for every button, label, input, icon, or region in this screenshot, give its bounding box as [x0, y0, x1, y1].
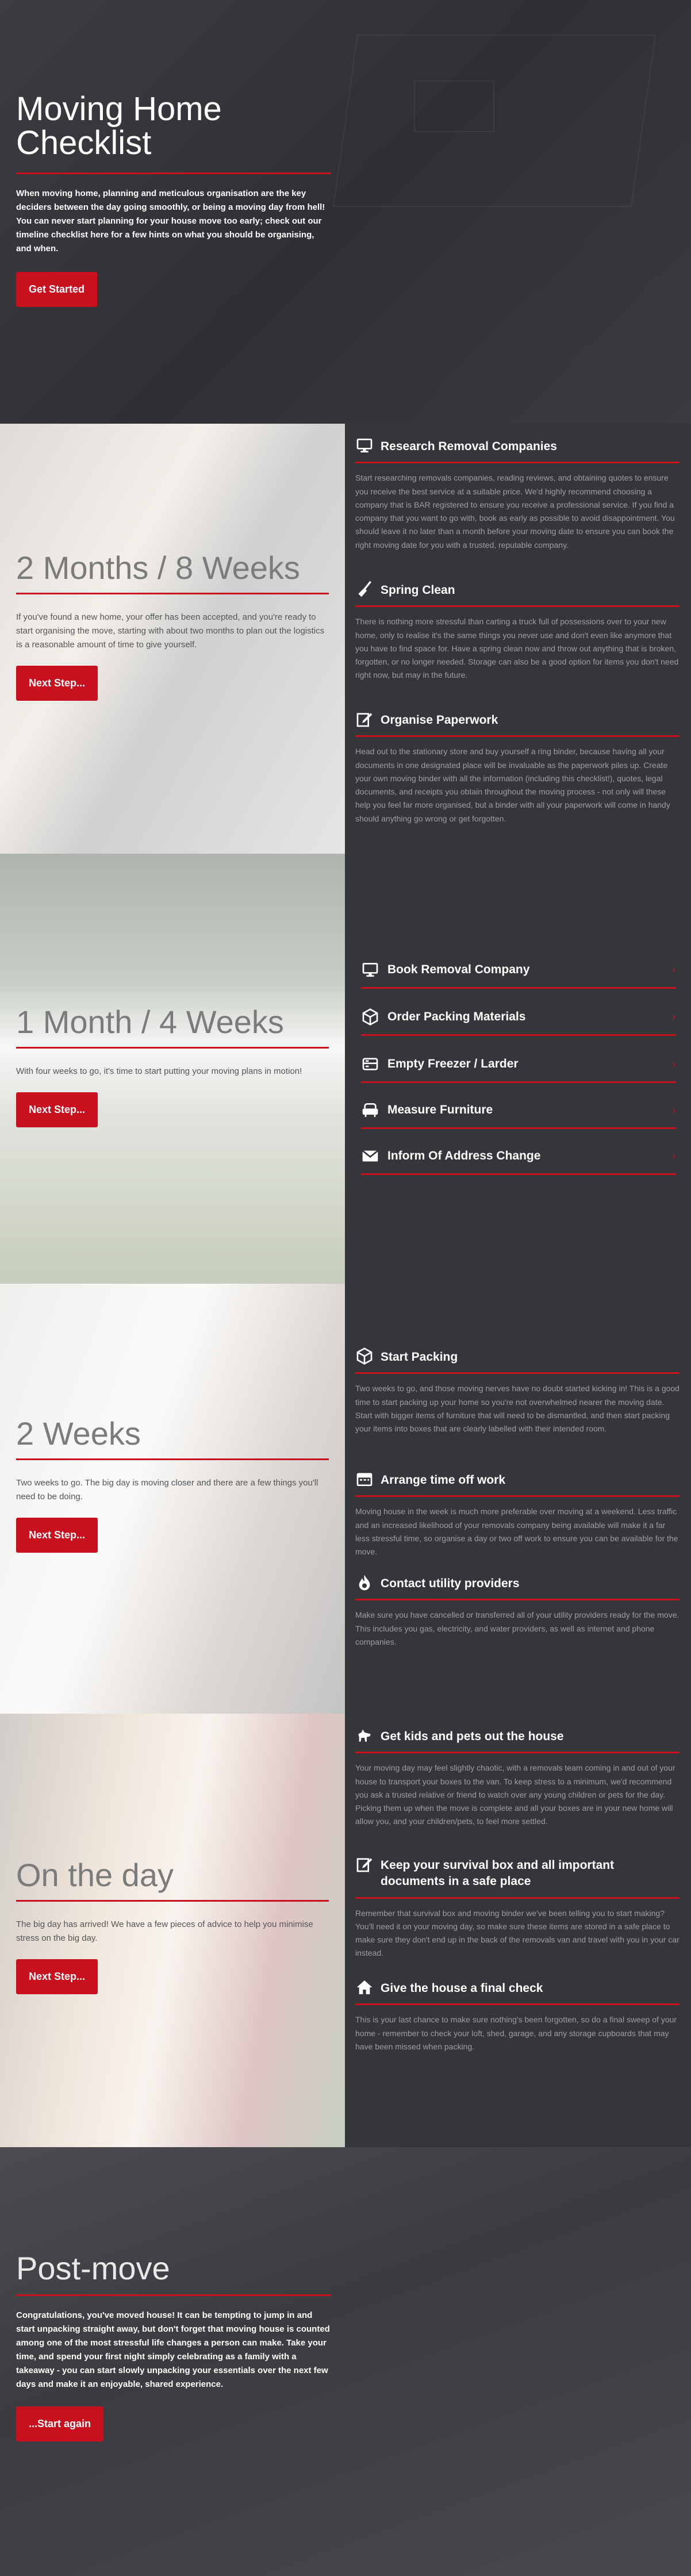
- link-measure-furniture[interactable]: [361, 1101, 676, 1119]
- task-title: Keep your survival box and all important documents in a safe place: [381, 1859, 615, 1888]
- edit-icon: [355, 1855, 374, 1874]
- heading-divider: [16, 1047, 329, 1049]
- background-window: [414, 80, 494, 132]
- heading-divider: [16, 1458, 329, 1460]
- two-months-tasks: [345, 424, 691, 854]
- post-move-section: [0, 2147, 691, 2576]
- background-motorhome: [333, 34, 656, 207]
- calendar-icon: [355, 1470, 374, 1488]
- link-label: Inform Of Address Change: [387, 1149, 541, 1162]
- section-intro: The big day has arrived! We have a few pieces of advice to help you minimise stress on the big day.: [16, 1919, 313, 1943]
- envelope-icon: [361, 1147, 379, 1165]
- task-description: Moving house in the week is much more preferable over moving at a weekend. Less traffic and an increased likelihood of your removals company being available will make it a far less stressful time, so organise a day or two off work to ensure you can be available for the move.: [355, 1507, 678, 1557]
- task-start-packing: [355, 1347, 680, 1435]
- next-step-button[interactable]: Next Step...: [16, 666, 98, 701]
- task-description: This is your last chance to make sure nothing's been forgotten, so do a final sweep of your home - remember to check your loft, shed, garage, and any storage cupboards that may have been missed when packing.: [355, 2015, 677, 2051]
- edit-icon: [355, 710, 374, 728]
- section-heading: 2 Weeks: [16, 1415, 141, 1452]
- task-title: Give the house a final check: [381, 1982, 543, 1995]
- task-title: Organise Paperwork: [381, 713, 498, 727]
- task-title: Start Packing: [381, 1350, 458, 1364]
- two-months-panel: [0, 424, 345, 854]
- two-weeks-tasks: [345, 1284, 691, 1714]
- one-month-tasks: [345, 854, 691, 1284]
- task-organise-paperwork: [355, 710, 680, 826]
- link-order-packing-materials[interactable]: [361, 1008, 676, 1026]
- link-label: Book Removal Company: [387, 963, 530, 976]
- post-move-text: Congratulations, you've moved house! It can be tempting to jump in and start unpacking straight away, but don't forget that moving house is counted among one of the most stressful life changes a person can make. Take your time, and spend your first night simply celebrating as a family with a takeaway - you can start slowly unpacking your essentials over the next few days and make it an enjoyable, shared experience.: [16, 2310, 330, 2389]
- flame-icon: [355, 1573, 374, 1592]
- two-weeks-panel: [0, 1284, 345, 1714]
- task-description: There is nothing more stressful than carting a truck full of possessions over to your new home, only to realise it's the same things you never use and don't even like anymore that you have to find space for. Have a spring clean now and throw out anything that is broken, forgotten, or no longer needed. Storage can also be a good option for items you don't need right now, but may in the future.: [355, 617, 679, 680]
- task-arrange-time-off: [355, 1470, 680, 1558]
- link-empty-freezer[interactable]: [361, 1055, 676, 1073]
- task-description: Start researching removals companies, reading reviews, and obtaining quotes to ensure you receive the best service at a suitable price. We'd highly recommend choosing a company that is BAR registered to ensure you receive a professional service. If you find a company that you want to go with, book as early as possible to avoid disappointment. You should leave it no later than a month before your moving date to ensure you can book the right moving date for you with a trusted, reputable company.: [355, 473, 675, 550]
- on-the-day-section: [0, 1714, 691, 2147]
- house-icon: [355, 1978, 374, 1997]
- on-the-day-panel: [0, 1714, 345, 2147]
- start-again-button[interactable]: ...Start again: [16, 2406, 103, 2441]
- section-heading: Post-move: [16, 2250, 170, 2286]
- get-started-button[interactable]: Get Started: [16, 272, 97, 307]
- next-step-button[interactable]: Next Step...: [16, 1092, 98, 1127]
- task-description: Make sure you have cancelled or transferred all of your utility providers ready for the move. This includes you gas, electricity, and water providers, as well as internet and phone companies.: [355, 1610, 680, 1646]
- section-heading: 1 Month / 4 Weeks: [16, 1004, 284, 1040]
- broom-icon: [355, 580, 374, 598]
- cube-icon: [361, 1008, 379, 1026]
- section-intro: Two weeks to go. The big day is moving closer and there are a few things you'll need to be doing.: [16, 1477, 318, 1502]
- task-contact-utility-providers: [355, 1573, 680, 1649]
- heading-divider: [16, 1900, 329, 1902]
- link-inform-address-change[interactable]: [361, 1147, 676, 1165]
- page-title: Moving Home Checklist: [16, 90, 222, 162]
- chevron-right-icon: ›: [671, 1058, 676, 1070]
- task-title: Research Removal Companies: [381, 440, 557, 453]
- hero-section: [0, 0, 691, 424]
- two-weeks-section: [0, 1284, 691, 1714]
- task-description: Remember that survival box and moving binder we've been telling you to start making? You'll need it on your moving day, so make sure these items are stored in a safe place to make sure they don't end up in the back of the removals van and travel with you in your car instead.: [355, 1908, 680, 1958]
- fridge-icon: [361, 1055, 379, 1073]
- cube-icon: [355, 1347, 374, 1365]
- section-heading: 2 Months / 8 Weeks: [16, 550, 300, 586]
- section-heading: On the day: [16, 1857, 174, 1893]
- one-month-panel: [0, 854, 345, 1284]
- task-description: Head out to the stationary store and buy yourself a ring binder, because having all your documents in one designated place will be invaluable as the paperwork piles up. Create your own moving binder with all the information (including this checklist!), quotes, legal documents, and receipts you obtain throughout the moving process - not only will these help you feel far more organised, but a binder with all your paperwork will come in handy should anything go wrong or get forgotten.: [355, 747, 670, 823]
- task-research-removal-companies: [355, 436, 680, 552]
- task-final-check: [355, 1978, 680, 2053]
- chevron-right-icon: ›: [671, 1104, 676, 1116]
- title-divider: [16, 172, 331, 174]
- link-label: Order Packing Materials: [387, 1010, 526, 1023]
- next-step-button[interactable]: Next Step...: [16, 1518, 98, 1553]
- hero-intro: When moving home, planning and meticulous organisation are the key deciders between the day going smoothly, or being a moving day from hell! You can never start planning for your house move too early; check out our timeline checklist here for a few hints on what you should be organising, and when.: [16, 189, 325, 254]
- on-the-day-tasks: [345, 1714, 691, 2147]
- link-book-removal-company[interactable]: [361, 961, 676, 979]
- chevron-right-icon: ›: [671, 963, 676, 976]
- next-step-button[interactable]: Next Step...: [16, 1959, 98, 1994]
- monitor-icon: [361, 961, 379, 979]
- sofa-icon: [361, 1101, 379, 1119]
- one-month-section: [0, 854, 691, 1284]
- heading-divider: [16, 2294, 331, 2296]
- link-label: Empty Freezer / Larder: [387, 1057, 519, 1070]
- link-label: Measure Furniture: [387, 1103, 493, 1116]
- two-months-section: [0, 424, 691, 854]
- chevron-right-icon: ›: [671, 1011, 676, 1023]
- task-spring-clean: [355, 580, 680, 682]
- task-title: Contact utility providers: [381, 1577, 520, 1590]
- section-intro: With four weeks to go, it's time to start putting your moving plans in motion!: [16, 1066, 302, 1076]
- task-title: Arrange time off work: [381, 1473, 506, 1487]
- heading-divider: [16, 593, 329, 594]
- task-title: Spring Clean: [381, 583, 455, 597]
- task-title: Get kids and pets out the house: [381, 1730, 564, 1743]
- monitor-icon: [355, 436, 374, 455]
- chevron-right-icon: ›: [671, 1150, 676, 1162]
- task-description: Your moving day may feel slightly chaotic, with a removals team coming in and out of your house to transport your boxes to the van. To keep stress to a minimum, we'd recommend you ask a trusted relative or friend to watch over any young children or pets for the day. Picking them up when the move is complete and all your boxes are in your new home will allow you, and your children/pets, to feel more settled.: [355, 1763, 675, 1826]
- task-description: Two weeks to go, and those moving nerves have no doubt started kicking in! This is a good time to start packing up your home so you're not overwhelmed nearer the moving date. Start with bigger items of furniture that will need to be dismantled, and then start packing your items into boxes that are clearly labelled with their intended room.: [355, 1384, 680, 1434]
- dog-icon: [355, 1726, 374, 1745]
- task-survival-box: [355, 1855, 680, 1960]
- section-intro: If you've found a new home, your offer has been accepted, and you're ready to start organising the move, starting with about two months to plan out the logistics is a reasonable amount of time to give yourself.: [16, 612, 325, 650]
- task-kids-and-pets: [355, 1726, 680, 1829]
